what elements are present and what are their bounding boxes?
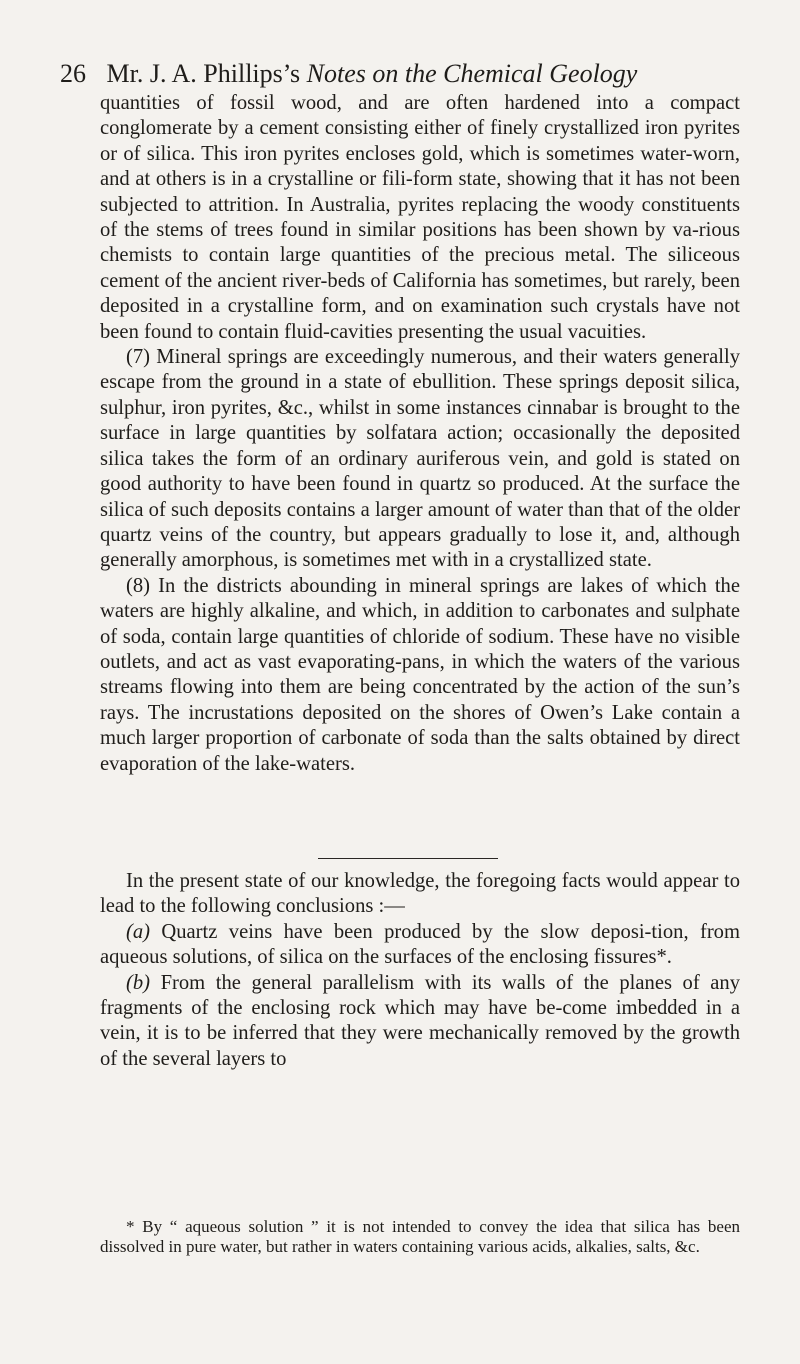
conclusion-a-text: Quartz veins have been produced by the slow deposi-tion, from aqueous solutions, of silica on the surfaces of the enclosing fissures*. <box>100 920 740 969</box>
conclusion-a-label: (a) <box>126 920 151 943</box>
paragraph-7: (7) Mineral springs are exceedingly numerous, and their waters generally escape from the ground in a state of ebullition. These springs deposit silica, sulphur, iron pyrites, &c., whilst in some instances cinnabar is brought to the surface in large quantities by solfatara action; occasionally the deposited silica takes the form of an ordinary auriferous vein, and gold is stated on good authority to have been found in quartz so produced. At the surface the silica of such deposits contains a larger amount of water than that of the older quartz veins of the country, but appears gradually to lose it, and, although generally amorphous, is sometimes met with in a crystallized state. <box>100 346 740 572</box>
page-number: 26 <box>60 59 86 88</box>
conclusion-b <box>100 971 740 1073</box>
conclusion-b-text: From the general parallelism with its walls of the planes of any fragments of the enclosing rock which may have be-come imbedded in a vein, it is to be inferred that they were mechanically removed by the growth of the several layers to <box>100 971 740 1070</box>
footnote <box>100 1217 740 1257</box>
conclusion-b-label: (b) <box>126 971 151 994</box>
running-header <box>60 58 750 90</box>
main-text <box>100 91 740 777</box>
conclusions-intro: In the present state of our knowledge, the foregoing facts would appear to lead to the following conclusions :— <box>100 870 740 918</box>
running-title-work: Notes on the Chemical Geology <box>306 59 638 88</box>
running-title-author: Mr. J. A. Phillips’s <box>106 59 301 88</box>
section-divider <box>318 858 498 859</box>
conclusions-text <box>100 869 740 1072</box>
paragraph-8: (8) In the districts abounding in mineral springs are lakes of which the waters are highly alkaline, and which, in addition to carbonates and sulphate of soda, contain large quantities of chloride of sodium. These have no visible outlets, and act as vast evaporating-pans, in which the waters of the various streams flowing into them are being concentrated by the action of the sun’s rays. The incrustations deposited on the shores of Owen’s Lake contain a much larger proportion of carbonate of soda than the salts obtained by direct evaporation of the lake-waters. <box>100 574 740 775</box>
paragraph-continued: quantities of fossil wood, and are often hardened into a compact conglomerate by a cement consisting either of finely crystallized iron pyrites or of silica. This iron pyrites encloses gold, which is sometimes water-worn, and at others is in a crystalline or fili-form state, showing that it has not been subjected to attrition. In Australia, pyrites replacing the woody constituents of the stems of trees found in similar positions has been shown by va-rious chemists to contain large quantities of the precious metal. The siliceous cement of the ancient river-beds of California has sometimes, but rarely, been deposited in a crystalline form, and on examination such crystals have not been found to contain fluid-cavities presenting the usual vacuities. <box>100 92 740 343</box>
conclusion-a <box>100 920 740 971</box>
footnote-text: * By “ aqueous solution ” it is not intended to convey the idea that silica has been dissolved in pure water, but rather in waters containing various acids, alkalies, salts, &c. <box>100 1217 740 1256</box>
